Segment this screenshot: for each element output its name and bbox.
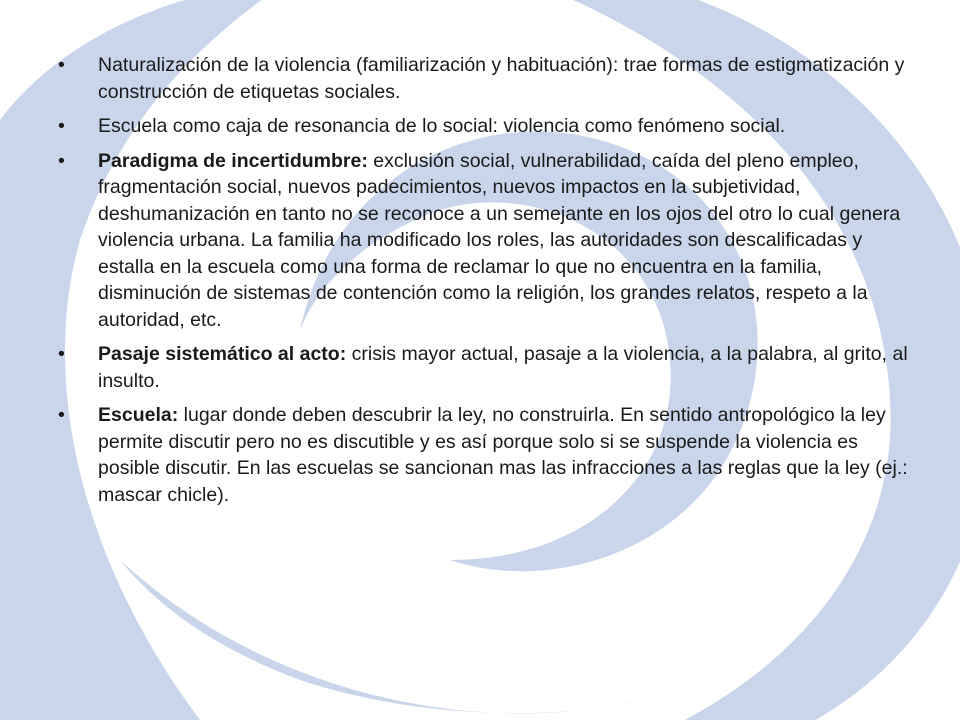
bullet-text: Naturalización de la violencia (familiarización y habituación): trae formas de estigmatización y construcción de etiquetas sociales. (98, 54, 905, 103)
bullet-icon: • (58, 115, 65, 137)
bullet-icon: • (58, 149, 65, 172)
bullet-text: Escuela como caja de resonancia de lo social: violencia como fenómeno social. (98, 115, 786, 137)
slide-content (58, 52, 918, 516)
bullet-lead: Pasaje sistemático al acto: (98, 343, 347, 365)
bullet-icon: • (58, 343, 65, 365)
bullet-lead: Paradigma de incertidumbre: (98, 149, 368, 172)
bullet-item-escuela-caja (58, 113, 918, 140)
bullet-lead: Escuela: (98, 404, 179, 426)
bullet-item-naturalizacion (58, 52, 918, 105)
bullet-item-escuela-ley (58, 402, 918, 508)
bullet-list (58, 52, 918, 508)
bullet-item-paradigma (58, 148, 918, 334)
bullet-text: crisis mayor actual, pasaje a la violencia, a la palabra, al grito, al insulto. (98, 343, 908, 392)
bullet-text: lugar donde deben descubrir la ley, no construirla. En sentido antropológico la ley permite discutir pero no es discutible y es así porque solo si se suspende la violencia es posible discutir. En las escuelas se sancionan mas las infracciones a las reglas que la ley (ej.: mascar chicle). (98, 404, 908, 506)
bullet-text: exclusión social, vulnerabilidad, caída del pleno empleo, fragmentación social, nuevos padecimientos, nuevos impactos en la subjetividad, deshumanización en tanto no se reconoce a un semejante en los ojos del otro lo cual genera violencia urbana. La familia ha modificado los roles, las autoridades son descalificadas y estalla en la escuela como una forma de reclamar lo que no encuentra en la familia, disminución de sistemas de contención como la religión, los grandes relatos, respeto a la autoridad, etc. (98, 149, 901, 331)
bullet-item-pasaje (58, 341, 918, 394)
watermark-bottom-band (120, 560, 640, 713)
bullet-icon: • (58, 54, 65, 76)
bullet-icon: • (58, 404, 65, 426)
